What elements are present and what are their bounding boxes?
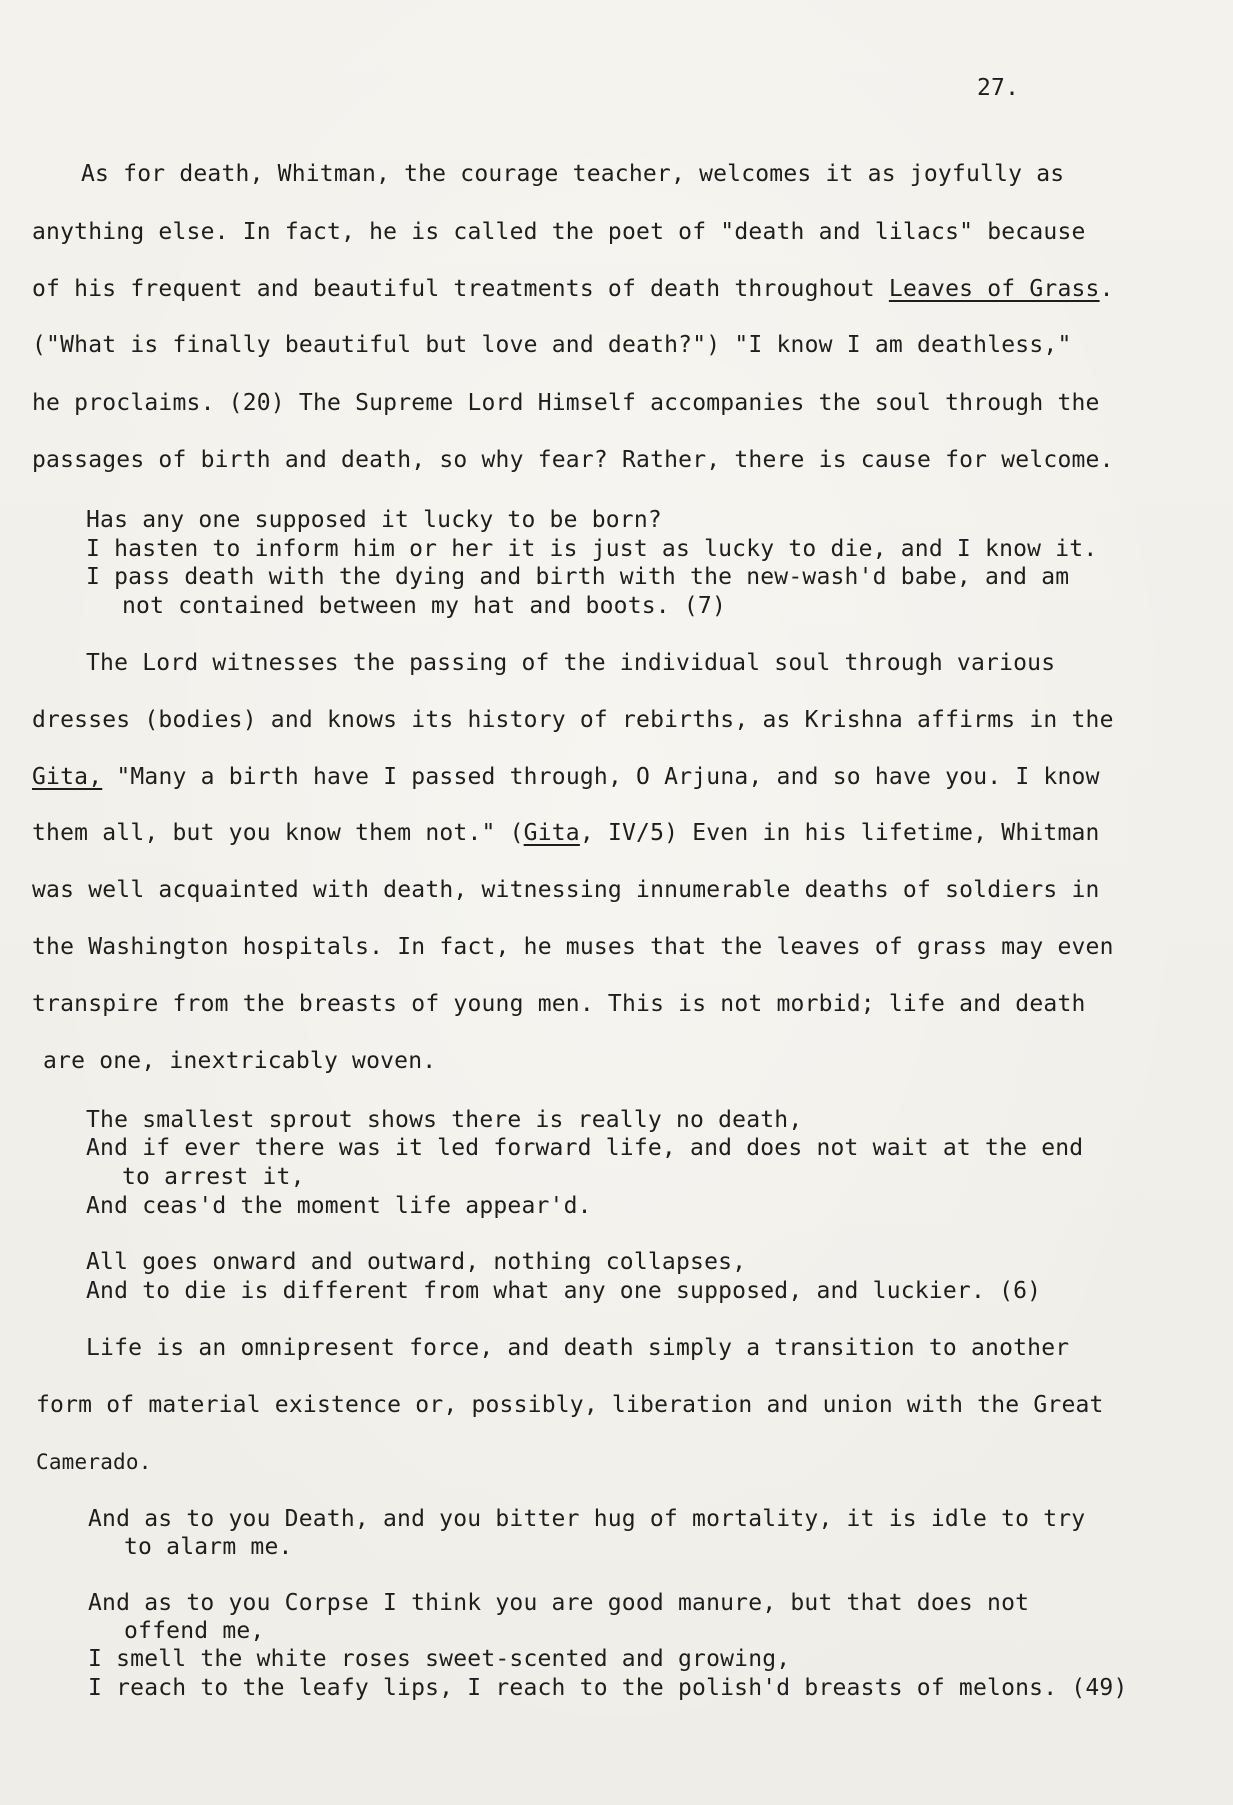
book-title-leaves-of-grass: Leaves of Grass [888, 276, 1100, 302]
quote-line: The smallest sprout shows there is really no death, [86, 1107, 803, 1133]
paragraph-line: ("What is finally beautiful but love and death?") "I know I am deathless," [32, 332, 1072, 358]
paragraph-line [32, 275, 1114, 303]
quote-line: I pass death with the dying and birth with the new-wash'd babe, and am [86, 564, 1070, 590]
paragraph-line: passages of birth and death, so why fear? Rather, there is cause for welcome. [32, 447, 1114, 473]
quote-line: I reach to the leafy lips, I reach to the polish'd breasts of melons. (49) [88, 1675, 1128, 1701]
paragraph-line: are one, inextricably woven. [43, 1048, 437, 1074]
paragraph-line: The Lord witnesses the passing of the individual soul through various [86, 650, 1056, 676]
quote-line: And as to you Corpse I think you are good manure, but that does not [88, 1590, 1030, 1616]
paragraph-line: form of material existence or, possibly, liberation and union with the Great [36, 1392, 1104, 1418]
book-title-gita: Gita [523, 820, 580, 846]
quote-line: I smell the white roses sweet-scented and growing, [88, 1646, 791, 1672]
paragraph-line: was well acquainted with death, witnessing innumerable deaths of soldiers in [32, 877, 1100, 903]
quote-line: And as to you Death, and you bitter hug of mortality, it is idle to try [88, 1506, 1086, 1532]
paragraph-line: Camerado. [36, 1450, 152, 1474]
paragraph-line [32, 763, 1100, 791]
paragraph-line-text: "Many a birth have I passed through, O Arjuna, and so have you. I know [116, 764, 1100, 790]
quote-line: Has any one supposed it lucky to be born? [86, 507, 662, 533]
quote-line: And to die is different from what any one supposed, and luckier. (6) [86, 1278, 1042, 1304]
paragraph-line [32, 819, 1100, 847]
paragraph-line: As for death, Whitman, the courage teacher, welcomes it as joyfully as [81, 161, 1065, 187]
paragraph-line: the Washington hospitals. In fact, he muses that the leaves of grass may even [32, 934, 1114, 960]
page-number: 27. [977, 75, 1020, 101]
paragraph-line-text: , IV/5) Even in his lifetime, Whitman [579, 820, 1100, 846]
paragraph-line-text: of his frequent and beautiful treatments of death throughout [32, 276, 889, 302]
book-title-gita: Gita, [32, 764, 103, 790]
quote-line: I hasten to inform him or her it is just as lucky to die, and I know it. [86, 536, 1098, 562]
quote-line: And ceas'd the moment life appear'd. [86, 1193, 592, 1219]
paragraph-line: he proclaims. (20) The Supreme Lord Himself accompanies the soul through the [32, 390, 1100, 416]
quote-line: to arrest it, [122, 1164, 305, 1190]
quote-line: to alarm me. [124, 1534, 293, 1560]
quote-line: All goes onward and outward, nothing collapses, [86, 1249, 747, 1275]
quote-line: And if ever there was it led forward life, and does not wait at the end [86, 1135, 1084, 1161]
quote-line: offend me, [124, 1618, 265, 1644]
paragraph-line: dresses (bodies) and knows its history of rebirths, as Krishna affirms in the [32, 707, 1114, 733]
paragraph-line: Life is an omnipresent force, and death simply a transition to another [86, 1335, 1070, 1361]
period: . [1099, 276, 1114, 302]
paragraph-line: anything else. In fact, he is called the poet of "death and lilacs" because [32, 219, 1086, 245]
paragraph-line: transpire from the breasts of young men. This is not morbid; life and death [32, 991, 1086, 1017]
quote-line: not contained between my hat and boots. (7) [122, 593, 727, 619]
paragraph-line-text: them all, but you know them not." ( [32, 820, 524, 846]
